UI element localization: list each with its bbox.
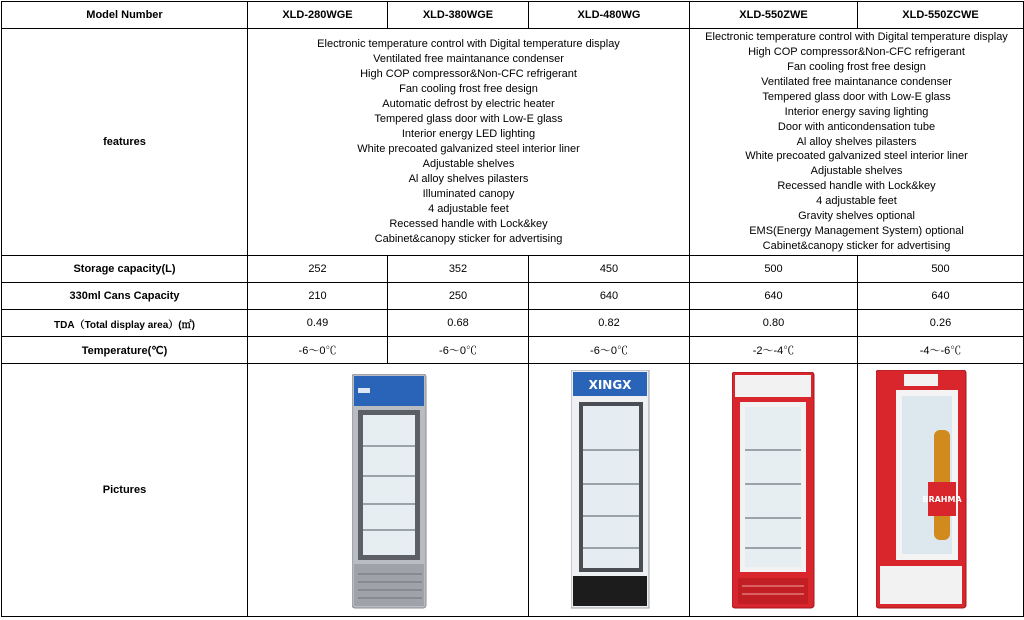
feature-item: Illuminated canopy <box>422 187 515 200</box>
cans-value: 210 <box>248 283 388 310</box>
temperature-row <box>2 337 1024 364</box>
picture-cell-550zcwe <box>858 364 1024 617</box>
cans-label: 330ml Cans Capacity <box>2 283 248 310</box>
feature-item: White precoated galvanized steel interior liner <box>357 143 580 155</box>
features-label: features <box>2 29 248 256</box>
picture-cell-480wg <box>529 364 690 617</box>
feature-item: Cabinet&canopy sticker for advertising <box>762 240 951 253</box>
feature-item: High COP compressor&Non-CFC refrigerant <box>748 45 965 58</box>
model-xld-550zwe: XLD-550ZWE <box>690 2 858 29</box>
storage-value: 352 <box>388 256 529 283</box>
canopy-brand-text: XINGX <box>588 378 632 392</box>
temperature-value: -6～0℃ <box>529 337 690 364</box>
feature-item: Electronic temperature control with Digital temperature display <box>317 38 620 51</box>
temperature-value: -6～0℃ <box>388 337 529 364</box>
features-group-b <box>690 29 1024 256</box>
feature-item: Fan cooling frost free design <box>399 83 538 96</box>
red-cooler-image <box>732 372 816 610</box>
tda-value: 0.68 <box>388 310 529 337</box>
feature-item: Adjustable shelves <box>810 165 903 178</box>
feature-item: Adjustable shelves <box>422 157 515 170</box>
silver-cooler-image <box>352 374 428 610</box>
feature-item: Electronic temperature control with Digital temperature display <box>705 30 1008 43</box>
tda-label: TDA（Total display area）(㎡) <box>2 310 248 337</box>
branded-cooler-image <box>876 370 968 610</box>
feature-item: Cabinet&canopy sticker for advertising <box>374 232 563 245</box>
features-row <box>2 29 1024 256</box>
blue-canopy-cooler-image <box>571 370 651 610</box>
cans-value: 250 <box>388 283 529 310</box>
feature-item: Door with anticondensation tube <box>777 120 936 133</box>
feature-item: Interior energy LED lighting <box>401 128 536 141</box>
feature-item: High COP compressor&Non-CFC refrigerant <box>360 68 577 81</box>
bottle-brand-text: BRAHMA <box>922 495 962 504</box>
feature-item: Gravity shelves optional <box>798 210 915 223</box>
feature-item: Fan cooling frost free design <box>787 60 926 73</box>
feature-item: 4 adjustable feet <box>428 202 509 215</box>
feature-item: Tempered glass door with Low-E glass <box>762 90 951 103</box>
model-number-label: Model Number <box>2 2 248 29</box>
storage-label: Storage capacity(L) <box>2 256 248 283</box>
cans-value: 640 <box>690 283 858 310</box>
tda-row <box>2 310 1024 337</box>
feature-item: Ventilated free maintanance condenser <box>761 75 952 88</box>
cans-value: 640 <box>529 283 690 310</box>
tda-value: 0.82 <box>529 310 690 337</box>
model-xld-280wge: XLD-280WGE <box>248 2 388 29</box>
tda-value: 0.49 <box>248 310 388 337</box>
feature-item: Tempered glass door with Low-E glass <box>374 113 563 126</box>
storage-row <box>2 256 1024 283</box>
cans-value: 640 <box>858 283 1024 310</box>
model-xld-550zcwe: XLD-550ZCWE <box>858 2 1024 29</box>
feature-item: Al alloy shelves pilasters <box>796 135 917 148</box>
temperature-value: -6～0℃ <box>248 337 388 364</box>
spec-table <box>1 1 1024 617</box>
feature-item: Al alloy shelves pilasters <box>408 172 529 185</box>
storage-value: 450 <box>529 256 690 283</box>
temperature-value: -2～-4℃ <box>690 337 858 364</box>
tda-value: 0.26 <box>858 310 1024 337</box>
storage-value: 252 <box>248 256 388 283</box>
feature-item: White precoated galvanized steel interior liner <box>745 150 968 163</box>
temperature-label: Temperature(℃) <box>2 337 248 364</box>
tda-value: 0.80 <box>690 310 858 337</box>
temperature-value: -4～-6℃ <box>858 337 1024 364</box>
model-xld-480wg: XLD-480WG <box>529 2 690 29</box>
storage-value: 500 <box>690 256 858 283</box>
picture-cell-550zwe <box>690 364 858 617</box>
pictures-label: Pictures <box>2 364 248 617</box>
feature-item: Interior energy saving lighting <box>784 105 929 118</box>
feature-item: 4 adjustable feet <box>816 195 897 208</box>
storage-value: 500 <box>858 256 1024 283</box>
feature-item: Automatic defrost by electric heater <box>382 98 555 111</box>
feature-item: Recessed handle with Lock&key <box>389 217 548 230</box>
picture-cell-silver <box>248 364 529 617</box>
feature-item: EMS(Energy Management System) optional <box>749 225 964 238</box>
pictures-row <box>2 364 1024 617</box>
cans-row <box>2 283 1024 310</box>
header-row <box>2 2 1024 29</box>
features-group-a <box>248 29 690 256</box>
feature-item: Recessed handle with Lock&key <box>777 180 936 193</box>
feature-item: Ventilated free maintanance condenser <box>373 53 564 66</box>
model-xld-380wge: XLD-380WGE <box>388 2 529 29</box>
